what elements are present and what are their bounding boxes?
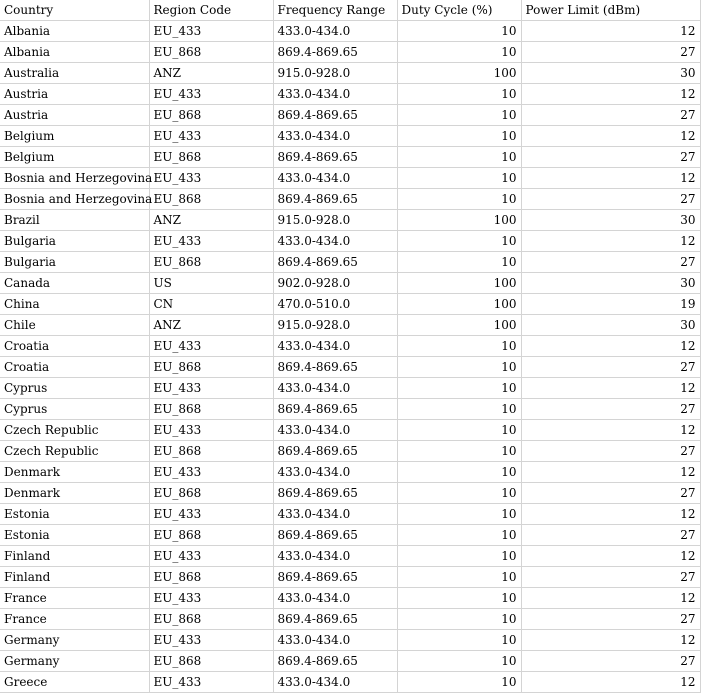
region-code-cell[interactable]: EU_868 [149,483,273,504]
table-row [0,168,700,189]
region-code-cell[interactable]: EU_868 [149,105,273,126]
country-cell[interactable]: Cyprus [0,399,149,420]
duty-cycle-cell[interactable]: 10 [397,567,521,588]
table-row [0,546,700,567]
duty-cycle-cell[interactable]: 10 [397,651,521,672]
duty-cycle-cell[interactable]: 10 [397,378,521,399]
frequency-range-cell[interactable]: 470.0-510.0 [273,294,397,315]
table-row [0,672,700,693]
table-row [0,462,700,483]
region-code-cell[interactable]: EU_433 [149,21,273,42]
power-limit-cell[interactable]: 12 [521,630,700,651]
country-cell[interactable]: Germany [0,651,149,672]
region-code-cell[interactable]: ANZ [149,210,273,231]
power-limit-cell[interactable]: 27 [521,567,700,588]
duty-cycle-cell[interactable]: 10 [397,441,521,462]
power-limit-cell[interactable]: 30 [521,273,700,294]
power-limit-cell[interactable]: 27 [521,399,700,420]
frequency-range-cell[interactable]: 869.4-869.65 [273,651,397,672]
duty-cycle-cell[interactable]: 100 [397,273,521,294]
table-row [0,567,700,588]
table-row [0,294,700,315]
frequency-range-cell[interactable]: 433.0-434.0 [273,378,397,399]
table-row [0,420,700,441]
region-code-cell[interactable]: EU_433 [149,630,273,651]
country-cell[interactable]: Croatia [0,336,149,357]
frequency-range-cell[interactable]: 433.0-434.0 [273,84,397,105]
duty-cycle-cell[interactable]: 10 [397,189,521,210]
power-limit-cell[interactable]: 12 [521,462,700,483]
country-cell[interactable]: Belgium [0,147,149,168]
country-cell[interactable]: Czech Republic [0,420,149,441]
table-row [0,189,700,210]
country-cell[interactable]: Bulgaria [0,231,149,252]
frequency-range-cell[interactable]: 433.0-434.0 [273,504,397,525]
duty-cycle-cell[interactable]: 100 [397,294,521,315]
frequency-range-cell[interactable]: 869.4-869.65 [273,105,397,126]
region-code-cell[interactable]: EU_868 [149,567,273,588]
power-limit-cell[interactable]: 12 [521,336,700,357]
country-cell[interactable]: Denmark [0,483,149,504]
power-limit-cell[interactable]: 30 [521,63,700,84]
region-code-cell[interactable]: EU_868 [149,441,273,462]
frequency-range-cell[interactable]: 433.0-434.0 [273,336,397,357]
header-row [0,0,700,21]
duty-cycle-cell[interactable]: 10 [397,357,521,378]
region-code-cell[interactable]: EU_433 [149,546,273,567]
frequency-range-cell[interactable]: 869.4-869.65 [273,525,397,546]
table-row [0,252,700,273]
frequency-range-cell[interactable]: 869.4-869.65 [273,567,397,588]
region-code-cell[interactable]: EU_868 [149,252,273,273]
region-code-cell[interactable]: EU_433 [149,672,273,693]
frequency-range-cell[interactable]: 869.4-869.65 [273,357,397,378]
country-cell[interactable]: Albania [0,42,149,63]
duty-cycle-cell[interactable]: 10 [397,546,521,567]
duty-cycle-cell[interactable]: 100 [397,210,521,231]
region-code-cell[interactable]: EU_868 [149,147,273,168]
frequency-range-cell[interactable]: 869.4-869.65 [273,441,397,462]
power-limit-cell[interactable]: 27 [521,42,700,63]
duty-cycle-cell[interactable]: 10 [397,588,521,609]
power-limit-cell[interactable]: 27 [521,483,700,504]
table-row [0,630,700,651]
power-limit-cell[interactable]: 12 [521,546,700,567]
frequency-range-cell[interactable]: 433.0-434.0 [273,672,397,693]
table-row [0,588,700,609]
duty-cycle-cell[interactable]: 100 [397,315,521,336]
duty-cycle-cell[interactable]: 10 [397,630,521,651]
table-row [0,357,700,378]
country-cell[interactable]: Croatia [0,357,149,378]
table-row [0,609,700,630]
region-code-cell[interactable]: EU_868 [149,609,273,630]
duty-cycle-cell[interactable]: 10 [397,252,521,273]
frequency-range-cell[interactable]: 902.0-928.0 [273,273,397,294]
frequency-range-cell[interactable]: 869.4-869.65 [273,147,397,168]
country-cell[interactable]: Germany [0,630,149,651]
power-limit-cell[interactable]: 12 [521,168,700,189]
region-code-cell[interactable]: CN [149,294,273,315]
region-code-cell[interactable]: EU_868 [149,399,273,420]
power-limit-cell[interactable]: 27 [521,441,700,462]
frequency-range-cell[interactable]: 869.4-869.65 [273,252,397,273]
table-row [0,84,700,105]
power-limit-cell[interactable]: 30 [521,315,700,336]
power-limit-cell[interactable]: 27 [521,252,700,273]
power-limit-cell[interactable]: 12 [521,672,700,693]
power-limit-cell[interactable]: 12 [521,84,700,105]
region-code-cell[interactable]: EU_433 [149,504,273,525]
country-cell[interactable]: Bulgaria [0,252,149,273]
duty-cycle-cell[interactable]: 10 [397,21,521,42]
table-row [0,273,700,294]
region-code-cell[interactable]: EU_433 [149,231,273,252]
header-region-code[interactable]: Region Code [149,0,273,21]
region-code-cell[interactable]: EU_433 [149,420,273,441]
frequency-range-cell[interactable]: 433.0-434.0 [273,231,397,252]
duty-cycle-cell[interactable]: 10 [397,168,521,189]
frequency-range-cell[interactable]: 915.0-928.0 [273,63,397,84]
country-cell[interactable]: Austria [0,105,149,126]
table-row [0,651,700,672]
duty-cycle-cell[interactable]: 100 [397,63,521,84]
region-code-cell[interactable]: EU_868 [149,42,273,63]
country-cell[interactable]: Greece [0,672,149,693]
country-cell[interactable]: Australia [0,63,149,84]
country-cell[interactable]: Canada [0,273,149,294]
region-code-cell[interactable]: EU_433 [149,378,273,399]
table-row [0,126,700,147]
duty-cycle-cell[interactable]: 10 [397,147,521,168]
duty-cycle-cell[interactable]: 10 [397,42,521,63]
table-row [0,210,700,231]
frequency-range-cell[interactable]: 869.4-869.65 [273,189,397,210]
frequency-range-cell[interactable]: 433.0-434.0 [273,588,397,609]
country-cell[interactable]: China [0,294,149,315]
frequency-range-cell[interactable]: 433.0-434.0 [273,462,397,483]
header-frequency-range[interactable]: Frequency Range [273,0,397,21]
table-row [0,147,700,168]
power-limit-cell[interactable]: 12 [521,504,700,525]
duty-cycle-cell[interactable]: 10 [397,336,521,357]
table-row [0,21,700,42]
table-row [0,399,700,420]
power-limit-cell[interactable]: 30 [521,210,700,231]
country-cell[interactable]: Chile [0,315,149,336]
duty-cycle-cell[interactable]: 10 [397,672,521,693]
table-row [0,525,700,546]
country-cell[interactable]: Finland [0,546,149,567]
duty-cycle-cell[interactable]: 10 [397,84,521,105]
region-code-cell[interactable]: EU_433 [149,462,273,483]
country-cell[interactable]: Finland [0,567,149,588]
power-limit-cell[interactable]: 27 [521,147,700,168]
region-code-cell[interactable]: EU_868 [149,525,273,546]
frequency-range-cell[interactable]: 869.4-869.65 [273,609,397,630]
power-limit-cell[interactable]: 27 [521,357,700,378]
table-row [0,504,700,525]
duty-cycle-cell[interactable]: 10 [397,126,521,147]
country-cell[interactable]: France [0,609,149,630]
country-cell[interactable]: Czech Republic [0,441,149,462]
country-cell[interactable]: Cyprus [0,378,149,399]
frequency-range-cell[interactable]: 869.4-869.65 [273,399,397,420]
header-country[interactable]: Country [0,0,149,21]
country-cell[interactable]: France [0,588,149,609]
frequency-range-cell[interactable]: 433.0-434.0 [273,168,397,189]
header-power-limit[interactable]: Power Limit (dBm) [521,0,700,21]
country-cell[interactable]: Brazil [0,210,149,231]
power-limit-cell[interactable]: 12 [521,420,700,441]
table-row [0,441,700,462]
power-limit-cell[interactable]: 27 [521,525,700,546]
frequency-range-cell[interactable]: 433.0-434.0 [273,126,397,147]
table-row [0,63,700,84]
table-row [0,483,700,504]
header-duty-cycle[interactable]: Duty Cycle (%) [397,0,521,21]
table-row [0,336,700,357]
duty-cycle-cell[interactable]: 10 [397,504,521,525]
table-row [0,315,700,336]
duty-cycle-cell[interactable]: 10 [397,609,521,630]
region-code-cell[interactable]: EU_868 [149,357,273,378]
country-cell[interactable]: Belgium [0,126,149,147]
region-code-cell[interactable]: ANZ [149,63,273,84]
region-code-cell[interactable]: EU_433 [149,84,273,105]
frequency-range-cell[interactable]: 433.0-434.0 [273,546,397,567]
frequency-range-cell[interactable]: 915.0-928.0 [273,315,397,336]
region-code-cell[interactable]: US [149,273,273,294]
duty-cycle-cell[interactable]: 10 [397,105,521,126]
region-code-cell[interactable]: EU_868 [149,189,273,210]
table-row [0,105,700,126]
duty-cycle-cell[interactable]: 10 [397,462,521,483]
country-cell[interactable]: Denmark [0,462,149,483]
power-limit-cell[interactable]: 12 [521,588,700,609]
country-cell[interactable]: Albania [0,21,149,42]
duty-cycle-cell[interactable]: 10 [397,420,521,441]
power-limit-cell[interactable]: 12 [521,21,700,42]
power-limit-cell[interactable]: 12 [521,378,700,399]
duty-cycle-cell[interactable]: 10 [397,231,521,252]
power-limit-cell[interactable]: 27 [521,105,700,126]
duty-cycle-cell[interactable]: 10 [397,399,521,420]
frequency-range-cell[interactable]: 869.4-869.65 [273,483,397,504]
country-cell[interactable]: Estonia [0,504,149,525]
frequency-range-cell[interactable]: 915.0-928.0 [273,210,397,231]
country-cell[interactable]: Estonia [0,525,149,546]
region-code-cell[interactable]: EU_433 [149,126,273,147]
region-code-cell[interactable]: EU_433 [149,168,273,189]
table-row [0,231,700,252]
country-cell[interactable]: Bosnia and Herzegovina [0,189,149,210]
table-row [0,378,700,399]
country-cell[interactable]: Bosnia and Herzegovina [0,168,149,189]
power-limit-cell[interactable]: 27 [521,189,700,210]
power-limit-cell[interactable]: 27 [521,609,700,630]
power-limit-cell[interactable]: 12 [521,231,700,252]
region-code-cell[interactable]: ANZ [149,315,273,336]
region-code-cell[interactable]: EU_433 [149,588,273,609]
country-cell[interactable]: Austria [0,84,149,105]
duty-cycle-cell[interactable]: 10 [397,525,521,546]
frequency-range-cell[interactable]: 869.4-869.65 [273,42,397,63]
power-limit-cell[interactable]: 12 [521,126,700,147]
frequency-range-cell[interactable]: 433.0-434.0 [273,21,397,42]
power-limit-cell[interactable]: 27 [521,651,700,672]
region-code-cell[interactable]: EU_868 [149,651,273,672]
power-limit-cell[interactable]: 19 [521,294,700,315]
region-code-cell[interactable]: EU_433 [149,336,273,357]
duty-cycle-cell[interactable]: 10 [397,483,521,504]
frequency-range-cell[interactable]: 433.0-434.0 [273,420,397,441]
table-row [0,42,700,63]
frequency-range-cell[interactable]: 433.0-434.0 [273,630,397,651]
